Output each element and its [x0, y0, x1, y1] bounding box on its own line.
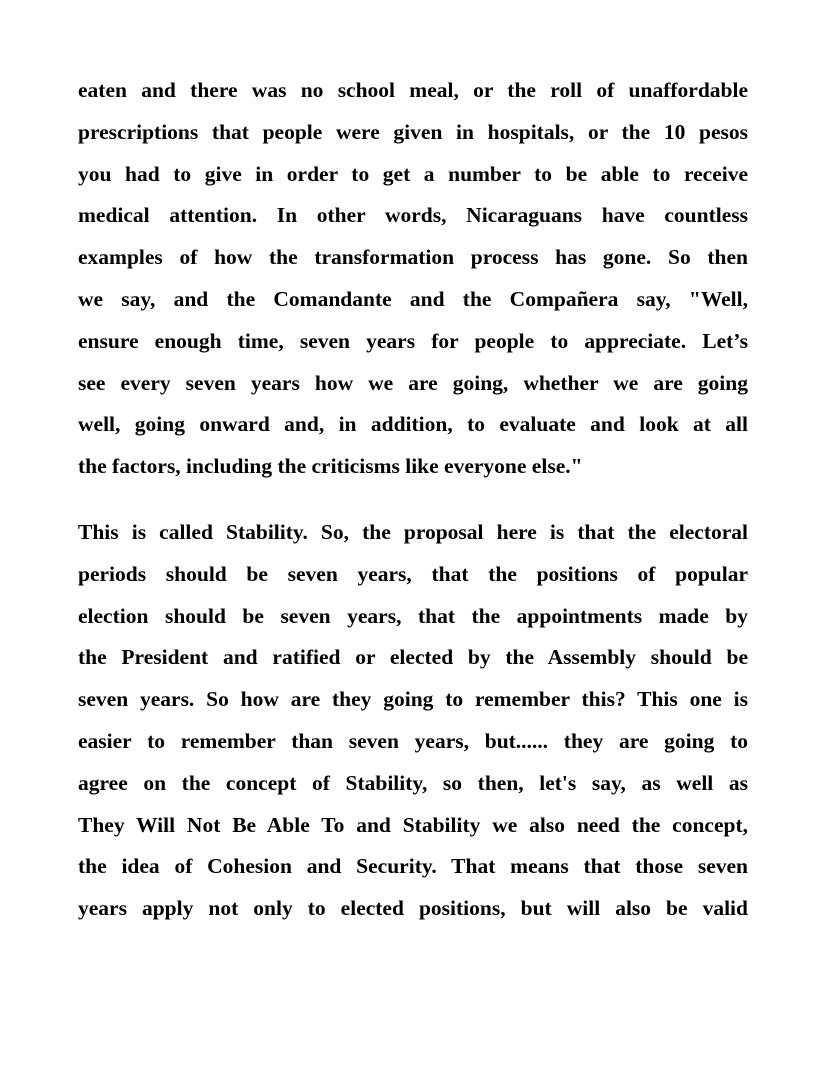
text-line: seven years. So how are they going to remember this? This one is: [78, 687, 748, 712]
paragraph-1: [78, 70, 748, 488]
text-line: easier to remember than seven years, but...... they are going to: [78, 728, 748, 753]
text-line: the factors, including the criticisms like everyone else.": [78, 454, 583, 479]
body-text: [78, 70, 748, 930]
text-line: election should be seven years, that the appointments made by: [78, 603, 748, 628]
text-line: ensure enough time, seven years for people to appreciate. Let’s: [78, 328, 748, 353]
text-line: years apply not only to elected positions, but will also be valid: [78, 896, 748, 921]
text-line: eaten and there was no school meal, or the roll of unaffordable: [78, 78, 748, 102]
text-line: we say, and the Comandante and the Compañera say, "Well,: [78, 286, 748, 311]
text-line: medical attention. In other words, Nicaraguans have countless: [78, 203, 748, 228]
text-line: periods should be seven years, that the positions of popular: [78, 561, 748, 586]
text-line: prescriptions that people were given in hospitals, or the 10 pesos: [78, 119, 748, 144]
paragraph-2: [78, 512, 748, 930]
text-line: examples of how the transformation process has gone. So then: [78, 245, 748, 270]
text-line: well, going onward and, in addition, to evaluate and look at all: [78, 412, 748, 437]
text-line: the idea of Cohesion and Security. That means that those seven: [78, 854, 748, 879]
text-line: you had to give in order to get a number to be able to receive: [78, 161, 748, 186]
paragraph-gap: [78, 488, 748, 512]
text-line: They Will Not Be Able To and Stability we also need the concept,: [78, 812, 748, 837]
text-line: the President and ratified or elected by the Assembly should be: [78, 645, 748, 670]
text-line: This is called Stability. So, the proposal here is that the electoral: [78, 519, 748, 544]
text-line: see every seven years how we are going, whether we are going: [78, 370, 748, 395]
text-line: agree on the concept of Stability, so then, let's say, as well as: [78, 770, 748, 795]
